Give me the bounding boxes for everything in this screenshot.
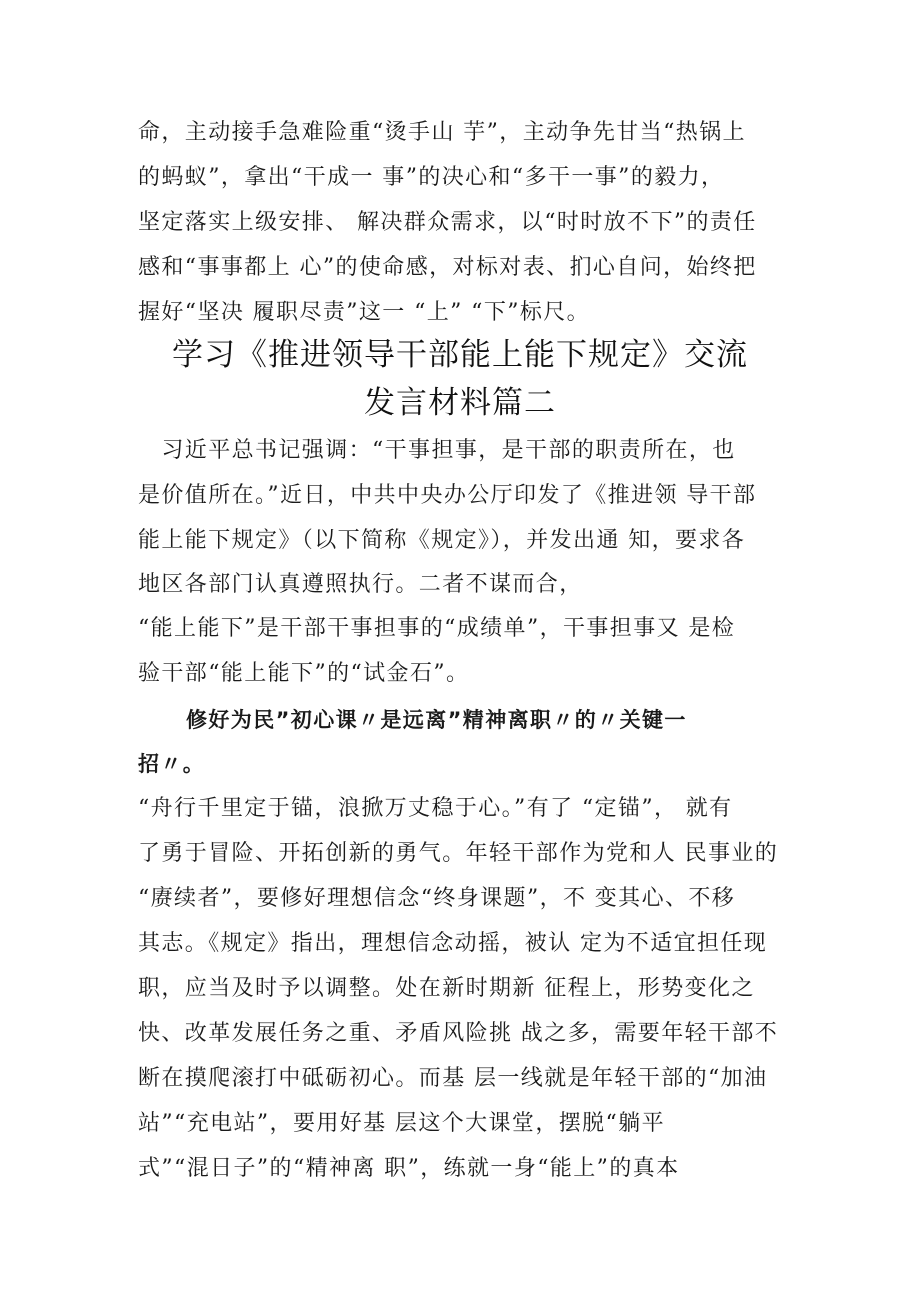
body-line: 坚定落实上级安排、 解决群众需求，以“时时放不下”的责任 — [138, 210, 757, 235]
section-heading: 招〃。 — [138, 752, 206, 776]
body-line: 习近平总书记强调：“干事担事，是干部的职责所在，也 — [138, 438, 736, 463]
body-line: 感和“事事都上 心”的使命感，对标对表、扪心自问，始终把 — [138, 255, 757, 280]
body-line: 命，主动接手急难险重“烫手山 芋”，主动争先甘当“热锅上 — [138, 120, 746, 145]
body-line: 能上能下规定》（以下简称《规定》），并发出通 知，要求各 — [138, 528, 746, 553]
body-line: 握好“坚决 履职尽责”这一 “上” “下”标尺。 — [138, 300, 591, 325]
document-title: 发言材料篇二 — [364, 385, 556, 421]
body-line: 地区各部门认真遵照执行。二者不谋而合， — [138, 572, 583, 597]
body-line: 其志。《规定》指出，理想信念动摇，被认 定为不适宜担任现 — [138, 931, 768, 956]
body-line: 站”“充电站”，要用好基 层这个大课堂，摆脱“躺平 — [138, 1111, 665, 1136]
body-line: 是价值所在。”近日，中共中央办公厅印发了《推进领 导干部 — [138, 483, 757, 508]
body-line: 式”“混日子”的“精神离 职”，练就一身“能上”的真本 — [138, 1156, 680, 1181]
body-line: 验干部“能上能下”的“试金石”。 — [138, 661, 470, 686]
document-title: 学习《推进领导干部能上能下规定》交流 — [172, 337, 748, 373]
body-line: “舟行千里定于锚，浪掀万丈稳于心。”有了 “定锚”， 就有 — [138, 796, 733, 821]
body-line: “能上能下”是干部干事担事的“成绩单”，干事担事又 是检 — [138, 616, 736, 641]
body-line: 快、改革发展任务之重、矛盾风险挑 战之多，需要年轻干部不 — [138, 1021, 779, 1046]
body-line: 的蚂蚁”，拿出“干成一 事”的决心和“多干一事”的毅力， — [138, 165, 725, 190]
body-line: 了勇于冒险、开拓创新的勇气。年轻干部作为党和人 民事业的 — [138, 841, 779, 866]
body-line: 断在摸爬滚打中砥砺初心。而基 层一线就是年轻干部的“加油 — [138, 1066, 768, 1091]
section-heading: 修好为民”初心课〃是远离”精神离职〃的〃关键一 — [186, 708, 687, 732]
body-line: “赓续者”，要修好理想信念“终身课题”，不 变其心、不移 — [138, 886, 736, 911]
body-line: 职，应当及时予以调整。处在新时期新 征程上，形势变化之 — [138, 976, 755, 1001]
